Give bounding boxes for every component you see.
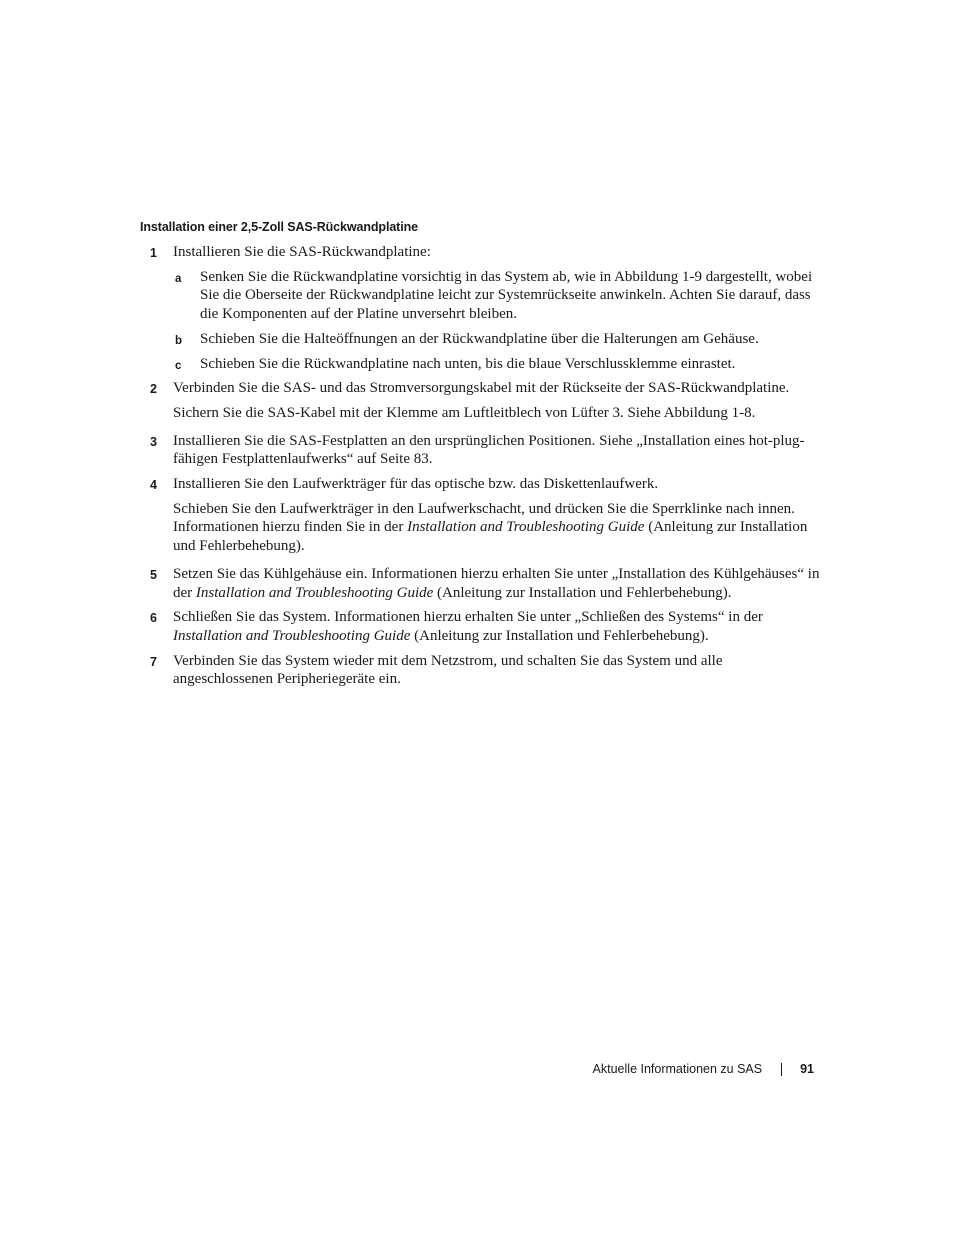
substep-letter: b: [175, 334, 183, 347]
step-4: [140, 475, 820, 556]
step-5: [140, 565, 820, 602]
step-1: [140, 243, 820, 373]
substep-c: [173, 355, 820, 374]
step-number: 5: [150, 567, 157, 582]
step-text-part: Setzen Sie das Kühlgehäuse ein. Informationen hierzu erhalten Sie unter „Installation des Kühlgehäuses“ in der: [173, 565, 820, 601]
substep-text: Senken Sie die Rückwandplatine vorsichtig in das System ab, wie in Abbildung 1-9 dargestellt, wobei Sie die Oberseite der Rückwandplatine leicht zur Systemrückseite anwinkeln. Achten Sie darauf, dass die Komponenten auf der Platine unversehrt bleiben.: [200, 268, 813, 323]
step-text: Installieren Sie die SAS-Festplatten an den ursprünglichen Positionen. Siehe „Installation eines hot-plug-fähigen Festplattenlaufwerks“ auf Seite 83.: [173, 432, 805, 468]
note-text: Schieben Sie den Laufwerkträger in den Laufwerkschacht, und drücken Sie die Sperrklinke nach innen. Informationen hierzu finden Sie in der: [173, 500, 795, 536]
page-number: 91: [800, 1062, 814, 1076]
substep-a: [173, 268, 820, 324]
step-text: Installieren Sie die SAS-Rückwandplatine:: [173, 244, 431, 260]
step-text: [173, 608, 820, 645]
guide-title: Installation and Troubleshooting Guide: [407, 519, 645, 536]
step-text-part: (Anleitung zur Installation und Fehlerbehebung).: [410, 627, 709, 644]
step-text: Verbinden Sie das System wieder mit dem Netzstrom, und schalten Sie das System und alle angeschlossenen Peripheriegeräte ein.: [173, 652, 723, 688]
substep-letter: a: [175, 272, 182, 285]
substep-text: Schieben Sie die Halteöffnungen an der Rückwandplatine über die Halterungen am Gehäuse.: [200, 330, 759, 347]
step-number: 7: [150, 654, 157, 669]
substep-letter: c: [175, 359, 182, 372]
step-note: Sichern Sie die SAS-Kabel mit der Klemme am Luftleitblech von Lüfter 3. Siehe Abbildung 1-8.: [173, 404, 756, 421]
step-text: [173, 565, 820, 602]
procedure-list: [140, 243, 820, 689]
step-number: 3: [150, 434, 157, 449]
step-number: 4: [150, 478, 157, 493]
step-2: [140, 379, 820, 422]
step-text: Installieren Sie den Laufwerkträger für das optische bzw. das Diskettenlaufwerk.: [173, 476, 659, 493]
step-6: [140, 608, 820, 645]
step-number: 1: [150, 246, 157, 260]
footer-section-title: Aktuelle Informationen zu SAS: [592, 1062, 763, 1076]
step-text: Verbinden Sie die SAS- und das Stromversorgungskabel mit der Rückseite der SAS-Rückwandplatine.: [173, 380, 790, 397]
step-note: [173, 500, 820, 556]
step-number: 6: [150, 611, 157, 626]
page-footer: [593, 1062, 814, 1076]
step-7: [140, 652, 820, 689]
step-3: [140, 432, 820, 469]
note-text: (Anleitung zur Installation und Fehlerbehebung).: [173, 519, 808, 555]
guide-title: Installation and Troubleshooting Guide: [173, 627, 411, 644]
step-text-part: Schließen Sie das System. Informationen hierzu erhalten Sie unter „Schließen des Systems“ in der: [173, 609, 763, 626]
footer-divider: [781, 1063, 782, 1076]
section-heading: Installation einer 2,5-Zoll SAS-Rückwandplatine: [140, 220, 418, 234]
step-text-part: (Anleitung zur Installation und Fehlerbehebung).: [433, 584, 732, 601]
substep-text: Schieben Sie die Rückwandplatine nach unten, bis die blaue Verschlussklemme einrastet.: [200, 355, 736, 372]
substep-b: [173, 330, 820, 349]
step-number: 2: [150, 382, 157, 397]
guide-title: Installation and Troubleshooting Guide: [195, 584, 434, 601]
